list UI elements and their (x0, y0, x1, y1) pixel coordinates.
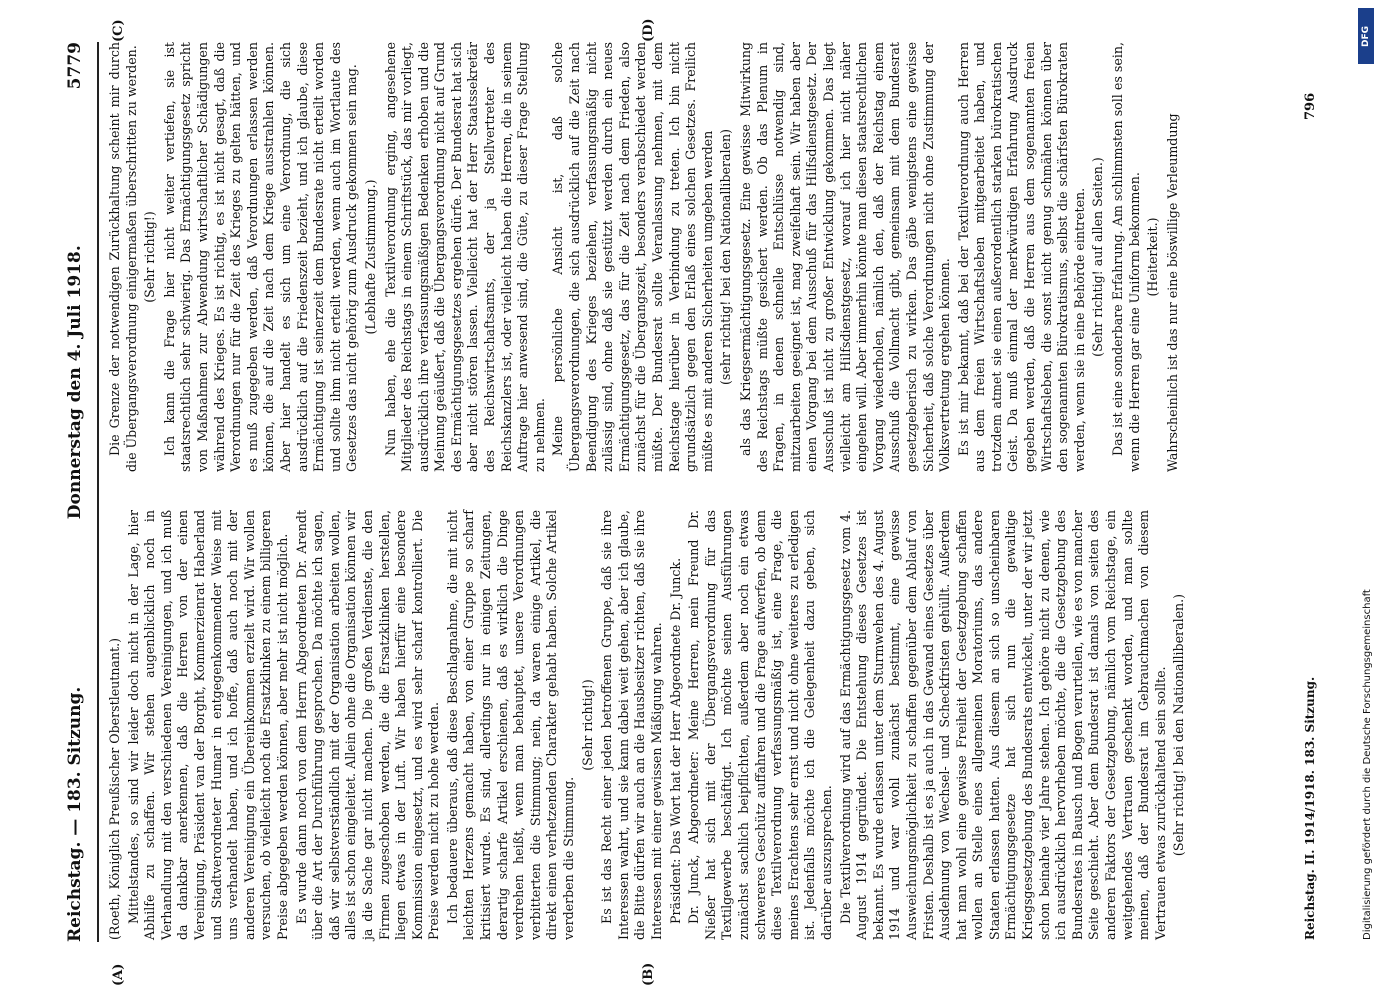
paragraph: Meine persönliche Ansicht ist, daß solche Übergangsverordnungen, die sich ausdrücklich auf die Zeit nach Beendigung des Krieges beziehen, verfassungsmäßig nicht zulässig sind, ohne daß sie gestützt werden durch ein neues Ermächtigungsgesetz, das für die Zeit nach dem Frieden, also zunächst für die Übergangszeit, besonders verabschiedet werden müßte. Der Bundesrat sollte Veranlassung nehmen, mit dem Reichstage hierüber in Verbindung zu treten. Ich bin nicht grundsätzlich gegen den Erlaß eines solchen Gesetzes. Freilich müßte es mit anderen Sicherheiten umgeben werden (550, 42, 715, 472)
paragraph: Das ist eine sonderbare Erfahrung. Am schlimmsten soll es sein, wenn die Herren gar eine Uniform bekommen. (1110, 42, 1142, 472)
signature-number: 796 (1303, 92, 1318, 120)
paragraph: Es wurde dann noch von dem Herrn Abgeordneten Dr. Arendt über die Art der Durchführung gesprochen. Da möchte ich sagen, daß wir selbstverständlich mit der Organisation arbeiten wollen, alles ist schon eingeleitet. Allein ohne die Organisation können wir ja die Sache gar nicht machen. Die großen Verdienste, die den Firmen zugeschoben werden, die die Ersatzklinken herstellen, liegen etwas in der Luft. Wir haben hierfür eine besondere Kommission eingesetzt, und es wird sehr scharf kontrolliert. Die Preise werden nicht zu hohe werden. (293, 510, 442, 940)
interjection: (Lebhafte Zustimmung.) (362, 179, 378, 335)
paragraph: Die Textilverordnung wird auf das Ermächtigungsgesetz vom 4. August 1914 gegründet. Die Entstehung dieses Gesetzes ist bekannt. Es wurde erlassen unter dem Sturmwehen des 4. August 1914 und war wohl zunächst bestimmt, eine gewisse Ausweichungsmöglichkeit zu schaffen gegenüber dem Ablauf von Fristen. Deshalb ist es ja auch in das Gewand eines Gesetzes über Ausdehnung von Wechsel- und Scheckfristen gehüllt. Außerdem hat man wohl eine gewisse Freiheit der Gesetzgebung schaffen wollen an Stelle eines allgemeinen Moratoriums, das andere Staaten erlassen hatten. Aus diesem an sich so unscheinbaren Ermächtigungsgesetze hat sich nun die gewaltige Kriegsgesetzgebung des Bundesrats entwickelt, unter der wir jetzt schon beinahe vier Jahre stehen. Ich gehöre nicht zu denen, wie ich ausdrücklich hervorheben möchte, die die Gesetzgebung des Bundesrates in Bausch und Bogen verurteilen, wie es von mancher Seite geschieht. Aber dem Bundesrat ist damals von seiten des anderen Faktors der Gesetzgebung, nämlich vom Reichstage, ein weitgehendes Vertrauen geschenkt worden, und man sollte meinen, daß der Bundesrat im Gebrauchmachen von diesem Vertrauen etwas zurückhaltend sein sollte. (837, 510, 1168, 940)
paragraph: Wahrscheinlich ist das nur eine böswillige Verleumdung (1164, 113, 1180, 472)
paragraph: Es ist das Recht einer jeden betroffenen Gruppe, daß sie ihre Interessen wahrt, und sie kann dabei weit gehen, aber ich glaube, die Bitte dürfen wir auch an die Hausbesitzer richten, daß sie ihre Interessen mit einer gewissen Mäßigung wahren. (599, 510, 664, 940)
paragraph: Ich kann die Frage hier nicht weiter vertiefen, sie ist staatsrechtlich sehr schwierig. Das Ermächtigungsgesetz spricht von Maßnahmen zur Abwendung wirtschaftlicher Schädigungen während des Krieges. Es ist richtig, es ist nicht gesagt, daß die Verordnungen nur für die Zeit des Krieges zu gelten hätten, und es muß zugegeben werden, daß Verordnungen erlassen werden können, die auf die Zeit nach dem Kriege ausstrahlen können. Aber hier handelt es sich um eine Verordnung, die sich ausdrücklich auf die Friedenszeit bezieht, und ich glaube, diese Ermächtigung ist seinerzeit dem Bundesrate nicht erteilt worden und sollte ihm nicht erteilt werden, wenn auch im Wortlaute des Gesetzes das nicht gehörig zum Ausdruck gekommen sein mag. (161, 42, 360, 472)
header-rule (97, 42, 99, 942)
paragraph: Ich bedauere überaus, daß diese Beschlagnahme, die mit nicht leichten Herzens gemacht haben, von einer Gruppe so scharf kritisiert wurde. Es sind, allerdings nur in einigen Zeitungen, derartig scharfe Artikel erschienen, daß es wirklich die Dinge verdrehen heißt, wenn man behauptet, unsere Verordnungen verbitterten die Stimmung; nein, da waren einige Artikel, die direkt einen verhetzenden Charakter gehabt haben. Solche Artikel verderben die Stimmung. (444, 510, 577, 940)
interjection: (Heiterkeit.) (1145, 217, 1161, 297)
margin-mark-c: (C) (111, 19, 126, 42)
header-right (65, 42, 85, 519)
margin-mark-a: (A) (111, 963, 126, 986)
interjection: (Sehr richtig!) (142, 211, 158, 303)
interjection: (Sehr richtig!) (579, 679, 595, 771)
interjection: (sehr richtig! bei den Nationalliberalen) (718, 129, 734, 386)
paragraph: Dr. Junck, Abgeordneter: Meine Herren, mein Freund Dr. Nießer hat sich mit der Übergangsverordnung für das Textilgewerbe beschäftigt. Ich möchte seinen Ausführungen zunächst sachlich beipflichten, außerdem aber noch ein etwas schwereres Geschütz auffahren und die Frage aufwerfen, ob denn diese Textilverordnung verfassungsmäßig ist, eine Frage, die meines Erachtens sehr ernst und nicht ohne weiteres zu erledigen ist. Jedenfalls möchte ich die Gelegenheit dazu geben, sich darüber auszusprechen. (686, 510, 834, 940)
dfg-logo: DFG (1358, 8, 1374, 64)
page-header (59, 42, 99, 942)
speaker-line: (Roeth, Königlich Preußischer Oberstleutnant.) (107, 637, 122, 940)
paragraph: Die Grenze der notwendigen Zurückhaltung scheint mir durch die Übergangsverordnung einigermaßen überschritten zu werden. (107, 42, 139, 472)
paragraph: Es ist mir bekannt, daß bei der Textilverordnung auch Herren aus dem freien Wirtschaftsleben mitgearbeitet haben, und trotzdem atmet sie einen außerordentlich starken bürokratischen Geist. Da muß einmal der merkwürdigen Erfahrung Ausdruck gegeben werden, daß die Herren aus dem sogenannten freien Wirtschaftsleben, die sonst nicht genug schmähen können über den sogenannten Bürokratismus, selbst die schärfsten Bürokraten werden, wenn sie in eine Behörde eintreten. (955, 42, 1087, 472)
paragraph: Präsident: Das Wort hat der Herr Abgeordnete Dr. Junck. (667, 557, 683, 924)
right-column (107, 42, 1183, 472)
paragraph: Mittelstandes, so sind wir leider doch nicht in der Lage, hier Abhilfe zu schaffen. Wir stehen augenblicklich noch in Verhandlung mit den verschiedenen Vereinigungen, und ich muß da dankbar anerkennen, daß die Herren von der einen Vereinigung, Präsident van der Borght, Kommerzienrat Haberland und Stadtverordneter Humar in entgegenkommender Weise mit uns verhandelt haben, und ich hoffe, daß auch noch mit der anderen Vereinigung ein Übereinkommen erzielt wird. Wir wollen versuchen, ob vielleicht noch die Ersatzklinken zu einem billigeren Preise abgegeben werden können, aber mehr ist nicht möglich. (125, 510, 290, 940)
page-footer: Reichstag. II. 1914/1918. 183. Sitzung. (1303, 676, 1317, 940)
interjection: (Sehr richtig! auf allen Seiten.) (1090, 157, 1106, 357)
rotated-page (41, 0, 1341, 1000)
margin-mark-b: (B) (641, 962, 656, 986)
margin-mark-d: (D) (641, 18, 656, 42)
paragraph: als das Kriegsermächtigungsgesetz. Eine gewisse Mitwirkung des Reichstags müßte gesichert werden. Ob das Plenum in Fragen, in denen schnelle Entschlüsse notwendig sind, mitzuarbeiten geeignet ist, mag zweifelhaft sein. Wir haben aber einen Vorgang bei dem Ausschuß für das Hilfsdienstgesetz. Der Ausschuß ist nicht zu großer Entwicklung gekommen. Das liegt vielleicht am Hilfsdienstgesetz, worauf ich hier nicht näher eingehen will. Aber immerhin könnte man diesen staatsrechtlichen Vorgang wiederholen, nämlich den, daß der Reichstag einem Ausschuß die Vollmacht gibt, gemeinsam mit dem Bundesrat gesetzgeberisch zu wirken. Das gäbe wenigstens eine gewisse Sicherheit, daß solche Verordnungen nicht ohne Zustimmung der Volksvertretung ergehen können. (737, 42, 953, 472)
header-date: Donnerstag den 4. Juli 1918. (65, 245, 85, 520)
paragraph: Nun haben, ehe die Textilverordnung erging, angesehene Mitglieder des Reichstags in einem Schriftstück, das mir vorliegt, ausdrücklich ihre verfassungsmäßigen Bedenken erhoben und die Meinung geäußert, daß die Übergangsverordnung nicht auf Grund des Ermächtigungsgesetzes ergehen dürfe. Der Bundesrat hat sich aber nicht stören lassen. Vielleicht hat der Herr Staatssekretär des Reichswirtschaftsamts, der ja Stellvertreter des Reichskanzlers ist, oder vielleicht haben die Herren, die in seinem Auftrage hier anwesend sind, die Güte, zu dieser Frage Stellung zu nehmen. (382, 42, 547, 472)
page-number: 5779 (65, 42, 85, 90)
interjection: (Sehr richtig! bei den Nationalliberalen.) (1171, 593, 1187, 857)
digitization-credit: Digitalisierung gefördert durch die Deutsche Forschungsgemeinschaft (1362, 589, 1373, 940)
header-left: Reichstag. — 183. Sitzung. (65, 686, 85, 942)
left-column (107, 510, 1191, 940)
